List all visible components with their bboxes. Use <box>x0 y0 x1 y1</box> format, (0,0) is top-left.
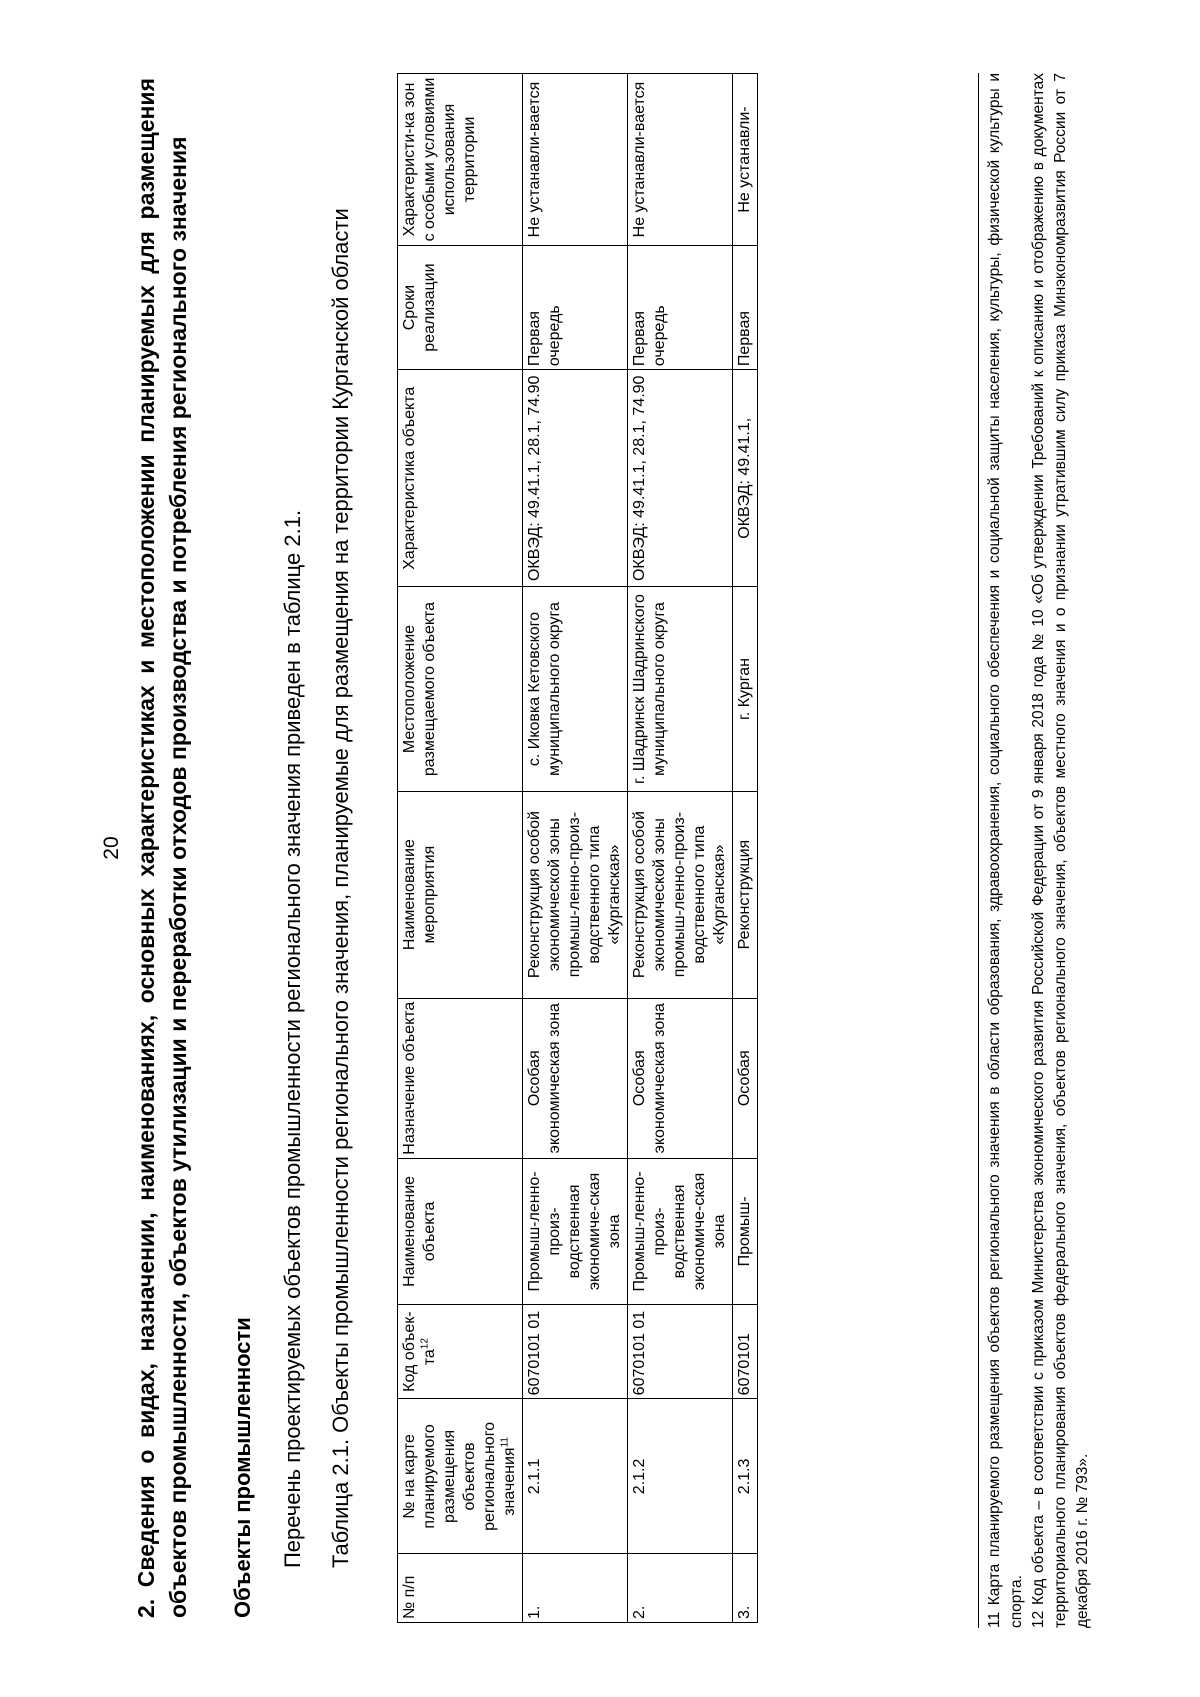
cell-zones: Не устанавли-вается <box>628 74 733 246</box>
cell-location: г. Шадринск Шадринского муниципального округа <box>628 587 733 791</box>
cell-code: 6070101 01 <box>628 1304 733 1398</box>
cell-map-num: 2.1.1 <box>523 1399 628 1554</box>
cell-measure: Реконструкция особой экономической зоны промыш-ленно-произ-водственного типа «Курганская» <box>523 791 628 998</box>
objects-table <box>397 73 758 1623</box>
header-code: Код объек-$та^{12}$ <box>398 1304 523 1398</box>
cell-code: 6070101 <box>733 1304 758 1398</box>
cell-characteristic: ОКВЭД: 49.41.1, <box>733 370 758 587</box>
cell-zones: Не устанавли-вается <box>523 74 628 246</box>
cell-terms: Первая <box>733 246 758 370</box>
header-location: Местоположение размещаемого объекта <box>398 587 523 791</box>
cell-num: 3. <box>733 1554 758 1623</box>
header-num: № п/п <box>398 1554 523 1623</box>
header-characteristic: Характеристика объекта <box>398 370 523 587</box>
header-map-num: № на карте планируемого размещения объектов регионального значения$^{11}$ <box>398 1399 523 1554</box>
cell-purpose: Особая экономическая зона <box>628 998 733 1158</box>
table-row <box>733 74 758 1623</box>
cell-name: Промыш-ленно-произ-водственная экономиче-ская зона <box>628 1158 733 1304</box>
rotated-page <box>100 68 1100 1628</box>
page-number: 20 <box>100 836 123 860</box>
cell-measure: Реконструкция <box>733 791 758 998</box>
cell-purpose: Особая экономическая зона <box>523 998 628 1158</box>
cell-code: 6070101 01 <box>523 1304 628 1398</box>
cell-map-num: 2.1.2 <box>628 1399 733 1554</box>
cell-purpose: Особая <box>733 998 758 1158</box>
cell-characteristic: ОКВЭД: 49.41.1, 28.1, 74.90 <box>523 370 628 587</box>
cell-name: Промыш- <box>733 1158 758 1304</box>
cell-name: Промыш-ленно-произ-водственная экономиче-ская зона <box>523 1158 628 1304</box>
footnotes <box>978 73 1094 1628</box>
cell-measure: Реконструкция особой экономической зоны промыш-ленно-произ-водственного типа «Курганская» <box>628 791 733 998</box>
section-heading: 2. Сведения о видах, назначении, наименованиях, основных характеристиках и местоположении планируемых для размещения объектов промышленности, объектов утилизации и переработки отходов производства и потребления регионального значения <box>133 78 191 1618</box>
cell-zones: Не устанавли- <box>733 74 758 246</box>
footnote-12: 12 Код объекта – в соответствии с приказом Министерства экономического развития Российской Федерации от 9 января 2018 года № 10 «Об утверждении Требований к описанию и отображению в документах территориального планирования объектов федерального значения, объектов регионального значения, объектов местного значения и о признании утратившим силу приказа Минэкономразвития России от 7 декабря 2016 г. № 793». <box>1030 73 1091 1628</box>
cell-terms: Первая очередь <box>523 246 628 370</box>
cell-num: 2. <box>628 1554 733 1623</box>
subheading: Объекты промышленности <box>230 1317 255 1618</box>
header-name: Наименование объекта <box>398 1158 523 1304</box>
cell-num: 1. <box>523 1554 628 1623</box>
header-measure: Наименование мероприятия <box>398 791 523 998</box>
cell-characteristic: ОКВЭД: 49.41.1, 28.1, 74.90 <box>628 370 733 587</box>
header-terms: Сроки реализации <box>398 246 523 370</box>
table-caption: Таблица 2.1. Объекты промышленности регионального значения, планируемые для размещения на территории Курганской области <box>328 208 353 1568</box>
table-row <box>628 74 733 1623</box>
cell-terms: Первая очередь <box>628 246 733 370</box>
intro-paragraph: Перечень проектируемых объектов промышленности регионального значения приведен в таблице 2.1. <box>280 509 305 1568</box>
cell-location: с. Иковка Кетовского муниципального округа <box>523 587 628 791</box>
cell-location: г. Курган <box>733 587 758 791</box>
table-row <box>523 74 628 1623</box>
table-header-row <box>398 74 523 1623</box>
footnote-11: 11 Карта планируемого размещения объектов регионального значения в области образования, здравоохранения, социального обеспечения и социальной защиты населения, культуры, физической культуры и спорта. <box>986 73 1025 1628</box>
header-zones: Характеристи-ка зон с особыми условиями использования территории <box>398 74 523 246</box>
header-purpose: Назначение объекта <box>398 998 523 1158</box>
cell-map-num: 2.1.3 <box>733 1399 758 1554</box>
